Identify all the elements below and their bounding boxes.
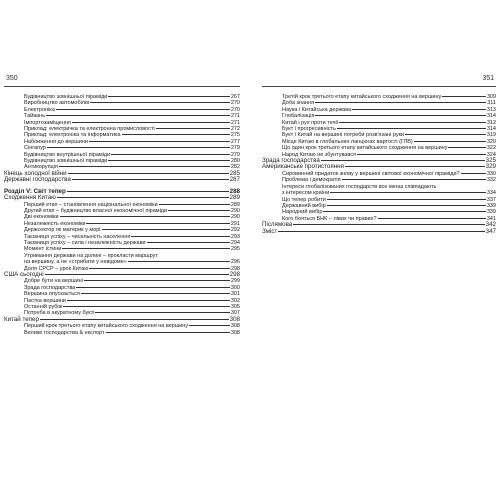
toc-entry-page: 272 (230, 126, 240, 133)
toc-entry-title: Наука і Китайська держава (282, 106, 352, 113)
toc-entry-page: 294 (230, 239, 240, 246)
table-of-contents (4, 94, 240, 336)
leader-line (72, 122, 230, 123)
toc-entry-page: 302 (230, 297, 240, 304)
leader-line (108, 96, 229, 97)
toc-entry-page: 305 (230, 304, 240, 310)
toc-entry-title: Антикорупція (24, 164, 58, 171)
toc-entry-page: 301 (230, 291, 240, 298)
toc-entry-page: 320 (486, 138, 496, 145)
leader-line (405, 134, 486, 135)
toc-entry-title: Вершина опускається (24, 291, 80, 298)
toc-entry-page: 270 (230, 100, 240, 107)
leader-line (189, 325, 230, 326)
toc-entry-title: Потреба в акуратному букті (24, 310, 95, 317)
leader-line (89, 141, 230, 142)
toc-entry-title: Народ Китаю не збунтувався (282, 151, 356, 158)
leader-line (89, 268, 229, 269)
toc-entry-page: 314 (486, 113, 496, 120)
right-page (250, 0, 500, 500)
leader-line (327, 205, 486, 206)
leader-line (345, 166, 485, 167)
toc-entry-title: Сінгапур (24, 145, 46, 152)
toc-entry-page: 299 (230, 278, 240, 285)
toc-entry-title: Глобалізація (282, 113, 315, 120)
leader-line (352, 109, 486, 110)
leader-line (337, 128, 486, 129)
toc-entry-title: Післямова (262, 221, 293, 229)
toc-entry-title: Дві економіки (24, 214, 59, 221)
toc-entry-page: 308 (229, 315, 240, 323)
toc-entry-page: 295 (230, 246, 240, 253)
toc-entry-page: 290 (230, 214, 240, 221)
leader-line (81, 293, 230, 294)
toc-entry-page: 275 (230, 132, 240, 139)
leader-line (159, 204, 230, 205)
toc-entry-title: Другий етап – будівництво власної економічної піраміди (24, 207, 168, 214)
toc-entry-title: Китай і рух проти течії (282, 119, 339, 126)
toc-entry-title-line: Утримання держави на долині – прокласти маршрут (24, 252, 158, 259)
leader-line (67, 300, 230, 301)
toc-entry-page: 289 (230, 201, 240, 208)
toc-entry-title: Будівництво зовнішньої піраміди (24, 94, 108, 100)
toc-entry-title: Зрада господарства (262, 157, 320, 165)
leader-line (414, 141, 486, 142)
toc-entry-title: Електроніка (24, 106, 55, 113)
toc-entry-title: Кого бояться БНК – лівих чи правих? (282, 215, 377, 222)
toc-entry-title: Таємниця успіху – чисельність населення (24, 233, 131, 240)
toc-entry-page: 341 (486, 215, 496, 222)
leader-line (86, 223, 229, 224)
leader-line (448, 147, 485, 148)
leader-line (378, 218, 486, 219)
toc-entry-page: 308 (230, 329, 240, 336)
toc-entry-title: з інтересом країни (282, 190, 330, 197)
toc-entry-page: 309 (486, 94, 496, 100)
toc-entry-page: 271 (230, 113, 240, 120)
toc-entry-page: 334 (486, 190, 496, 197)
toc-entry-page: 312 (486, 119, 496, 126)
toc-entry-page: 298 (230, 265, 240, 272)
leader-line (68, 173, 229, 174)
toc-entry-title: Доба знання (282, 100, 315, 107)
leader-line (95, 312, 229, 313)
toc-entry-page: 307 (230, 310, 240, 317)
leader-line (47, 147, 230, 148)
leader-line (108, 160, 229, 161)
toc-entry-title: Доля СРСР – урок Китаю (24, 265, 89, 272)
toc-entry (4, 253, 240, 266)
toc-entry-page: 285 (229, 169, 240, 177)
toc-entry-title: Місце Китаю в глобальних ланцюгах вартості (ГЛВ) (282, 138, 413, 145)
toc-entry-title: Велике господарства & експорт (24, 329, 105, 336)
leader-line (106, 332, 230, 333)
toc-entry-page: 324 (486, 151, 496, 158)
toc-entry-page: 332 (486, 177, 496, 184)
toc-entry-page: 314 (486, 126, 496, 133)
leader-line (59, 166, 230, 167)
toc-entry-title: на вершину, а не «стрибати у невідоме» (24, 259, 127, 266)
toc-entry-title: Держсектор як материк у морі (24, 227, 101, 234)
toc-entry-page: 339 (486, 202, 496, 209)
toc-entry-title: Таємниця успіху – сила і незалежність держави (24, 239, 146, 246)
leader-line (111, 154, 230, 155)
toc-entry-title: Народний вибір (282, 209, 323, 216)
toc-entry-page: 289 (229, 194, 240, 202)
page-number: 351 (482, 75, 494, 82)
toc-entry-page: 270 (230, 106, 240, 113)
toc-entry-title: США сьогодні (4, 270, 44, 278)
toc-entry-page: 298 (229, 270, 240, 278)
toc-entry-title: Приклад: електроніка та інформатика (24, 132, 121, 139)
toc-entry-page: 282 (230, 164, 240, 171)
leader-line (102, 229, 230, 230)
toc-entry-title: Зрада господарства (24, 284, 76, 291)
toc-entry (262, 229, 496, 235)
toc-entry-page: 313 (486, 106, 496, 113)
leader-line (315, 115, 485, 116)
toc-entry-title: Кінець холодної війни (4, 169, 67, 177)
toc-entry-title: Пастка вершини (24, 297, 66, 304)
leader-line (327, 199, 486, 200)
leader-line (131, 236, 229, 237)
leader-line (56, 109, 230, 110)
toc-entry-title: Зміст (262, 227, 278, 235)
toc-entry-title: Будівництво внутрішньої піраміди (24, 151, 111, 158)
toc-entry-page: 291 (230, 220, 240, 227)
toc-entry-page: 337 (486, 196, 496, 203)
leader-line (315, 102, 486, 103)
leader-line (45, 274, 229, 275)
toc-entry-title: Державні господарства (4, 176, 71, 184)
leader-line (168, 210, 230, 211)
toc-entry-title: Що один крок третього етапу китайського сходження на вершину (282, 145, 448, 152)
toc-entry-title: Сировинний придаток знову у вершині світової економічної піраміди? (282, 170, 460, 177)
leader-line (323, 211, 485, 212)
table-of-contents (262, 94, 496, 235)
toc-entry-title: Букт і прогресивність (282, 126, 336, 133)
toc-entry-title: Перший крок третього етапу китайського сходження на вершину (24, 323, 189, 330)
leader-line (84, 280, 230, 281)
toc-entry-page: 347 (485, 227, 496, 235)
toc-entry-title: Останній рубіж (24, 304, 63, 310)
toc-entry (4, 330, 240, 336)
leader-line (357, 154, 486, 155)
leader-line (57, 197, 229, 198)
toc-entry-title: Виробництво автомобілів (24, 100, 90, 107)
leader-line (128, 261, 230, 262)
toc-entry-page: 342 (485, 221, 496, 229)
leader-line (67, 191, 229, 192)
toc-entry-page: 325 (485, 157, 496, 165)
leader-line (339, 122, 486, 123)
leader-line (76, 287, 229, 288)
toc-entry-title: Приклад: електричка та електронна промисловості (24, 126, 155, 133)
toc-entry-page: 279 (230, 151, 240, 158)
leader-line (321, 160, 485, 161)
leader-line (62, 248, 230, 249)
toc-entry-page: 319 (486, 132, 496, 139)
leader-line (72, 179, 229, 180)
leader-line (46, 115, 230, 116)
toc-entry-title: Сходження Китаю (4, 194, 56, 202)
toc-entry-title: Тайвань (24, 113, 46, 120)
toc-entry-page: 280 (230, 158, 240, 165)
leader-line (342, 179, 486, 180)
leader-line (60, 216, 230, 217)
leader-line (461, 173, 486, 174)
toc-entry-title: Американське протистояння (262, 163, 344, 171)
toc-entry-page: 330 (486, 170, 496, 177)
toc-entry-page: 293 (230, 233, 240, 240)
toc-entry-page: 296 (230, 259, 240, 266)
header-rule (4, 86, 240, 87)
toc-entry-title: Що тепер робити (282, 196, 326, 203)
toc-entry-title: Букт і Китай на вершині потреби розв'язані руки (282, 132, 405, 139)
toc-entry-page: 271 (230, 119, 240, 126)
toc-entry-title: Момент істини (24, 246, 62, 253)
leader-line (293, 224, 484, 225)
toc-entry-title: Будівництво зовнішньої піраміди (24, 158, 108, 165)
toc-entry-page: 322 (486, 145, 496, 152)
toc-entry-page: 267 (230, 94, 240, 100)
toc-entry-page: 279 (230, 145, 240, 152)
toc-entry-page: 290 (230, 207, 240, 214)
toc-entry-title: Китай тепер (4, 315, 39, 323)
leader-line (122, 134, 230, 135)
leader-line (278, 231, 484, 232)
leader-line (156, 128, 230, 129)
toc-entry-page: 288 (229, 187, 240, 195)
toc-entry-title: Державний вибір (282, 202, 326, 209)
leader-line (147, 242, 230, 243)
toc-entry-page: 329 (485, 163, 496, 171)
toc-entry-page: 339 (486, 209, 496, 216)
toc-entry (262, 184, 496, 197)
leader-line (40, 319, 229, 320)
toc-entry-title: Наближення до вершини (24, 138, 88, 145)
page-number: 350 (6, 75, 18, 82)
toc-entry-page: 311 (487, 100, 496, 107)
toc-entry-page: 300 (230, 284, 240, 291)
toc-entry-page: 308 (230, 323, 240, 330)
toc-entry-title: Третій крок третього етапу китайського сходження на вершину (282, 94, 442, 100)
leader-line (442, 96, 486, 97)
toc-entry-page: 277 (230, 138, 240, 145)
toc-entry-title: Перший етап – становлення національної економіки (24, 201, 158, 208)
leader-line (330, 192, 486, 193)
toc-entry-title: Розділ V: Світ тепер (4, 187, 66, 195)
toc-entry-title: Імпортозаміщення (24, 119, 71, 126)
toc-entry-title-line: Інтереси глобалізованих господарств все менш співпадають (282, 183, 437, 190)
leader-line (63, 306, 230, 307)
toc-entry-page: 292 (230, 227, 240, 234)
toc-entry-title: Незалежність економіки (24, 220, 86, 227)
toc-entry-page: 287 (229, 176, 240, 184)
header-rule (262, 86, 496, 87)
toc-entry-title: Проблема і демократія (282, 177, 341, 184)
leader-line (90, 102, 230, 103)
toc-entry-title: Добре бути на вершині (24, 278, 83, 285)
